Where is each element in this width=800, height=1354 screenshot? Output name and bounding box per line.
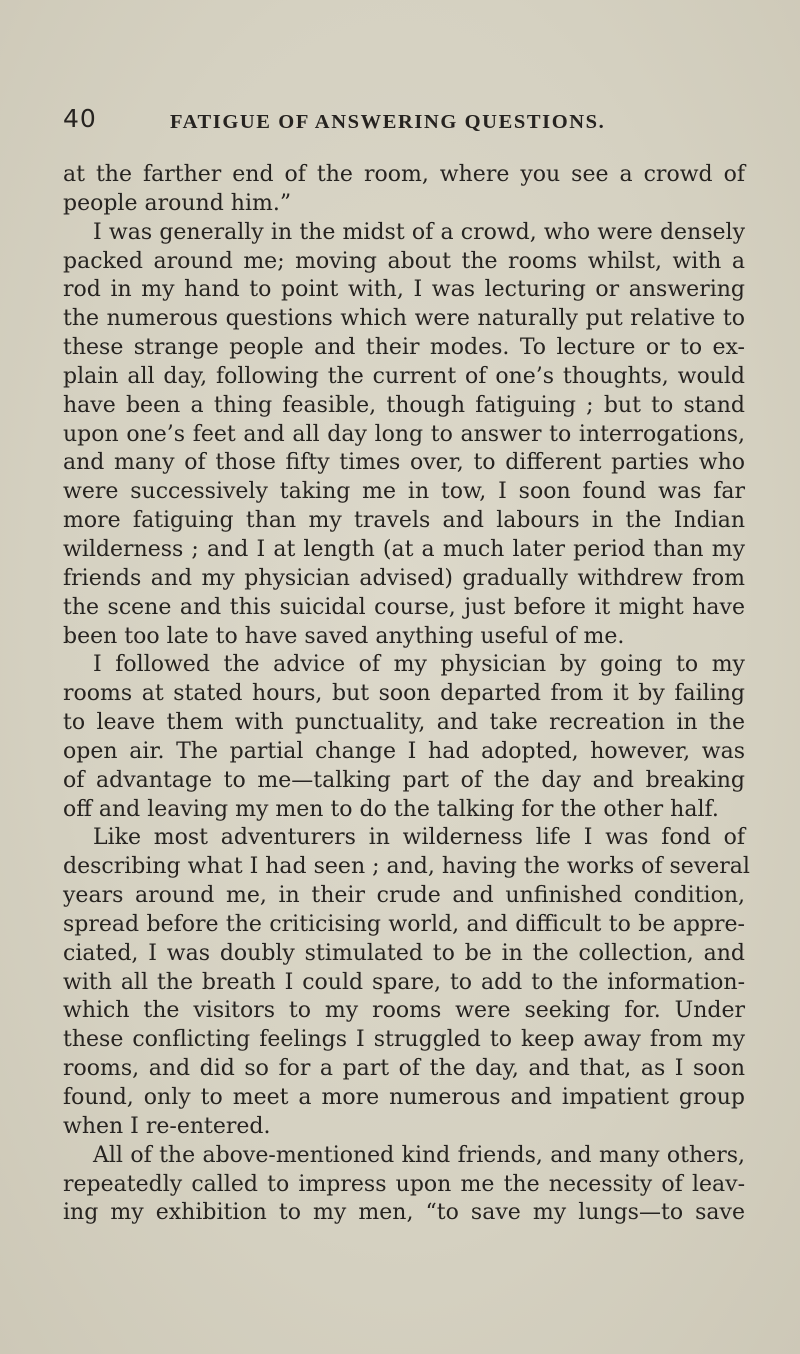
text-line: plain all day, following the current of one’s thoughts, would <box>63 363 745 389</box>
text-line: have been a thing feasible, though fatiguing ; but to stand <box>63 392 745 418</box>
page-header <box>63 104 743 138</box>
text-line: spread before the criticising world, and difficult to be appre- <box>63 911 745 937</box>
text-line: these conflicting feelings I struggled to keep away from my <box>63 1027 745 1053</box>
text-line: which the visitors to my rooms were seeking for. Under <box>63 998 745 1024</box>
text-line: at the farther end of the room, where you see a crowd of <box>63 162 745 187</box>
text-line: Like most adventurers in wilderness life I was fond of <box>93 825 745 851</box>
text-line: the scene and this suicidal course, just before it might have <box>63 594 745 620</box>
text-line: packed around me; moving about the rooms whilst, with a <box>63 248 745 274</box>
text-line: years around me, in their crude and unfinished condition, <box>63 883 745 909</box>
page-number: 40 <box>63 104 97 133</box>
text-line: ing my exhibition to my men, “to save my lungs—to save <box>63 1200 745 1226</box>
running-title: FATIGUE OF ANSWERING QUESTIONS. <box>170 111 606 133</box>
text-line: when I re-entered. <box>63 1113 271 1139</box>
text-line: to leave them with punctuality, and take recreation in the <box>63 710 745 736</box>
text-line: open air. The partial change I had adopted, however, was <box>63 738 745 764</box>
text-line: repeatedly called to impress upon me the necessity of leav- <box>63 1171 745 1197</box>
text-line: ciated, I was doubly stimulated to be in the collection, and <box>63 940 745 966</box>
text-line: describing what I had seen ; and, having the works of several <box>63 854 750 880</box>
text-line: upon one’s feet and all day long to answer to interrogations, <box>63 421 745 447</box>
text-line: found, only to meet a more numerous and impatient group <box>63 1085 745 1110</box>
text-line: were successively taking me in tow, I soon found was far <box>63 479 745 505</box>
text-line: with all the breath I could spare, to add to the information- <box>63 969 745 995</box>
text-line: wilderness ; and I at length (at a much later period than my <box>63 536 745 562</box>
text-line: more fatiguing than my travels and labours in the Indian <box>63 508 745 534</box>
text-line: rod in my hand to point with, I was lecturing or answering <box>63 277 745 303</box>
text-line: I was generally in the midst of a crowd, who were densely <box>93 219 745 245</box>
text-line: and many of those fifty times over, to different parties who <box>63 450 745 476</box>
text-line: been too late to have saved anything useful of me. <box>63 623 625 649</box>
text-line: rooms at stated hours, but soon departed from it by failing <box>63 681 745 707</box>
text-line: friends and my physician advised) gradually withdrew from <box>63 565 745 591</box>
text-line: off and leaving my men to do the talking for the other half. <box>63 796 719 822</box>
text-line: rooms, and did so for a part of the day, and that, as I soon <box>63 1056 745 1082</box>
text-line: these strange people and their modes. To lecture or to ex- <box>63 335 745 361</box>
text-line: I followed the advice of my physician by going to my <box>93 652 745 678</box>
text-line: of advantage to me—talking part of the day and breaking <box>63 767 745 793</box>
text-line: All of the above-mentioned kind friends, and many others, <box>93 1142 745 1168</box>
text-line: the numerous questions which were naturally put relative to <box>63 306 745 332</box>
body-text <box>63 161 750 1228</box>
text-line: people around him.” <box>63 190 292 216</box>
